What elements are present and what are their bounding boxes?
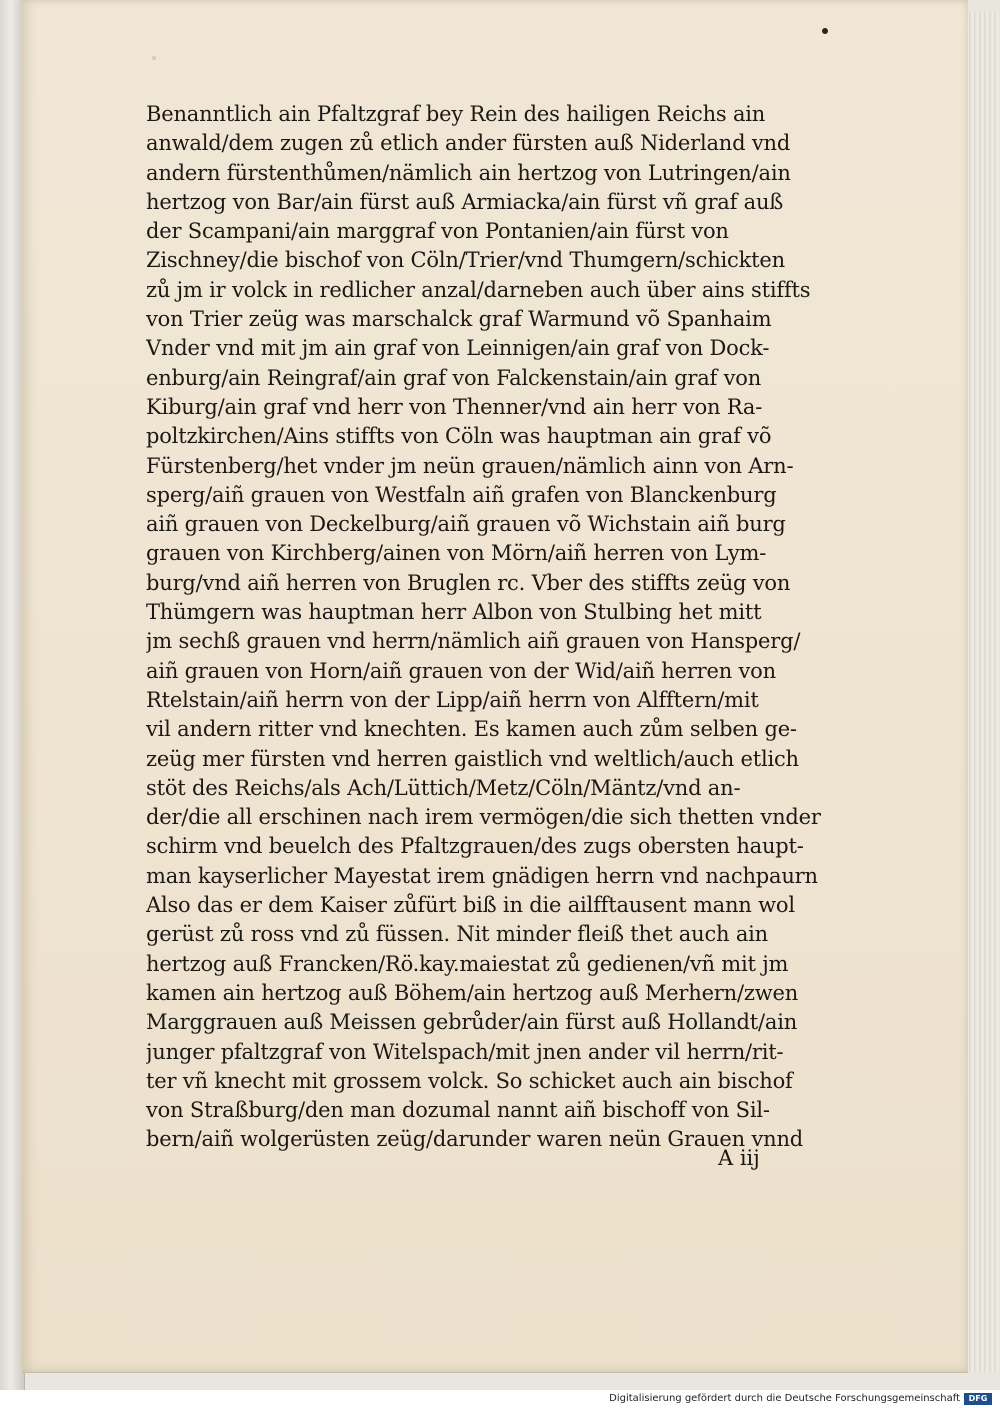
text-line: bern/aiñ wolgerüsten zeüg/darunder waren neün Grauen vnnd xyxy=(146,1127,804,1152)
text-line: Thümgern was hauptman herr Albon von Stulbing het mitt xyxy=(146,600,762,625)
text-line: stöt des Reichs/als Ach/Lüttich/Metz/Cöln/Mäntz/vnd an- xyxy=(146,775,741,800)
signature-mark: A iij xyxy=(718,1146,760,1170)
text-line: Zischney/die bischof von Cöln/Trier/vnd Thumgern/schickten xyxy=(146,248,785,273)
text-line: Also das er dem Kaiser zůfürt biß in die ailfftausent mann wol xyxy=(146,893,795,918)
book-page xyxy=(22,0,968,1373)
margin-mark: ᵘ xyxy=(152,55,156,66)
text-line: von Straßburg/den man dozumal nannt aiñ bischoff von Sil- xyxy=(146,1098,770,1123)
text-line: Kiburg/ain graf vnd herr von Thenner/vnd ain herr von Ra- xyxy=(146,394,763,419)
ink-dot xyxy=(822,28,828,34)
page-text-block xyxy=(146,100,846,1155)
text-line: zů jm ir volck in redlicher anzal/darneben auch über ains stiffts xyxy=(146,277,811,302)
text-line: burg/vnd aiñ herren von Bruglen rc. Vber des stiffts zeüg von xyxy=(146,570,791,595)
text-line: sperg/aiñ grauen von Westfaln aiñ grafen von Blanckenburg xyxy=(146,482,777,507)
footer-bar xyxy=(0,1390,1000,1408)
text-line: Benanntlich ain Pfaltzgraf bey Rein des hailigen Reichs ain xyxy=(146,102,766,126)
text-line: Marggrauen auß Meissen gebrůder/ain fürst auß Hollandt/ain xyxy=(146,1010,798,1035)
text-line: aiñ grauen von Horn/aiñ grauen von der Wid/aiñ herren von xyxy=(146,658,776,683)
text-line: andern fürstenthůmen/nämlich ain hertzog von Lutringen/ain xyxy=(146,160,791,185)
page-stack-edge xyxy=(964,12,999,1372)
footer-credit: Digitalisierung gefördert durch die Deutsche Forschungsgemeinschaft xyxy=(609,1393,960,1404)
text-line: von Trier zeüg was marschalck graf Warmund võ Spanhaim xyxy=(146,307,772,332)
text-line: Fürstenberg/het vnder jm neün grauen/nämlich ainn von Arn- xyxy=(146,453,794,478)
text-line: ter vñ knecht mit grossem volck. So schicket auch ain bischof xyxy=(146,1068,793,1093)
text-line: Vnder vnd mit jm ain graf von Leinnigen/ain graf von Dock- xyxy=(146,336,770,361)
text-line: anwald/dem zugen zů etlich ander fürsten auß Niderland vnd xyxy=(146,131,791,156)
text-line: man kayserlicher Mayestat irem gnädigen herrn vnd nachpaurn xyxy=(146,863,818,888)
text-line: kamen ain hertzog auß Böhem/ain hertzog auß Merhern/zwen xyxy=(146,980,799,1005)
text-line: enburg/ain Reingraf/ain graf von Falckenstain/ain graf von xyxy=(146,365,762,390)
text-line: der/die all erschinen nach irem vermögen/die sich thetten vnder xyxy=(146,805,821,830)
text-line: hertzog von Bar/ain fürst auß Armiacka/ain fürst vñ graf auß xyxy=(146,189,784,214)
text-line: schirm vnd beuelch des Pfaltzgrauen/des zugs obersten haupt- xyxy=(146,834,804,859)
text-line: jm sechß grauen vnd herrn/nämlich aiñ grauen von Hansperg/ xyxy=(146,629,801,654)
text-line: grauen von Kirchberg/ainen von Mörn/aiñ herren von Lym- xyxy=(146,541,767,566)
text-line: Rtelstain/aiñ herrn von der Lipp/aiñ herrn von Alfftern/mit xyxy=(146,687,759,712)
text-line: vil andern ritter vnd knechten. Es kamen auch zům selben ge- xyxy=(146,717,797,742)
text-line: poltzkirchen/Ains stiffts von Cöln was hauptman ain graf võ xyxy=(146,424,772,449)
text-line: der Scampani/ain marggraf von Pontanien/ain fürst von xyxy=(146,219,729,244)
text-line: zeüg mer fürsten vnd herren gaistlich vnd weltlich/auch etlich xyxy=(146,746,799,771)
text-line: gerüst zů ross vnd zů füssen. Nit minder fleiß thet auch ain xyxy=(146,922,768,947)
text-line: aiñ grauen von Deckelburg/aiñ grauen võ Wichstain aiñ burg xyxy=(146,512,786,537)
text-line: junger pfaltzgraf von Witelspach/mit jnen ander vil herrn/rit- xyxy=(146,1039,784,1064)
text-line: hertzog auß Francken/Rö.kay.maiestat zů gedienen/vñ mit jm xyxy=(146,951,789,976)
dfg-logo-icon: DFG xyxy=(964,1393,992,1405)
